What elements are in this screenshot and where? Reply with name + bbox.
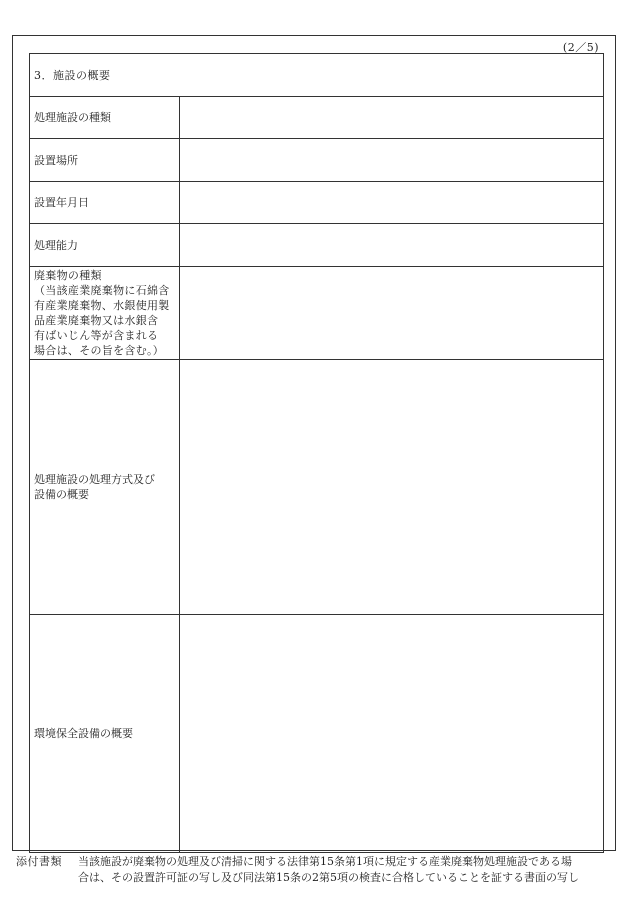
processing-method-field[interactable] — [180, 360, 604, 615]
table-row — [30, 182, 604, 224]
waste-type-label-line: 廃棄物の種類 — [34, 269, 102, 282]
environmental-equipment-field[interactable] — [180, 615, 604, 853]
attachments-line: 当該施設が廃棄物の処理及び清掃に関する法律第15条第1項に規定する産業廃棄物処理施設である場 — [78, 855, 572, 868]
section-title: 3．施設の概要 — [30, 54, 604, 97]
table-row — [30, 267, 604, 360]
installation-date-label: 設置年月日 — [30, 182, 180, 224]
table-row — [30, 360, 604, 615]
processing-method-label-line: 処理施設の処理方式及び — [34, 473, 155, 486]
form-frame — [12, 35, 616, 851]
table-row — [30, 97, 604, 139]
attachments-text — [78, 854, 616, 886]
attachments-line: 合は、その設置許可証の写し及び同法第15条の2第5項の検査に合格していることを証する書面の写し — [78, 871, 579, 884]
facility-overview-table — [29, 53, 604, 853]
attachments-label: 添付書類 — [16, 855, 62, 868]
location-label: 設置場所 — [30, 139, 180, 182]
capacity-field[interactable] — [180, 224, 604, 267]
processing-method-label — [30, 360, 180, 615]
waste-type-label-line: 品産業廃棄物又は水銀含 — [34, 314, 159, 327]
environmental-equipment-label: 環境保全設備の概要 — [30, 615, 180, 853]
page-number: (2／5) — [562, 41, 599, 54]
waste-type-field[interactable] — [180, 267, 604, 360]
table-row — [30, 139, 604, 182]
capacity-label: 処理能力 — [30, 224, 180, 267]
waste-type-label-line: 場合は、その旨を含む。） — [34, 344, 165, 357]
facility-type-field[interactable] — [180, 97, 604, 139]
table-row — [30, 224, 604, 267]
processing-method-label-line: 設備の概要 — [34, 488, 89, 501]
waste-type-label-line: 有産業廃棄物、水銀使用製 — [34, 299, 170, 312]
waste-type-label-line: 有ばいじん等が含まれる — [34, 329, 159, 342]
section-header-row — [30, 54, 604, 97]
attachments-note — [16, 854, 616, 886]
waste-type-label — [30, 267, 180, 360]
waste-type-label-line: （当該産業廃棄物に石綿含 — [34, 284, 170, 297]
table-row — [30, 615, 604, 853]
installation-date-field[interactable] — [180, 182, 604, 224]
facility-type-label: 処理施設の種類 — [30, 97, 180, 139]
location-field[interactable] — [180, 139, 604, 182]
